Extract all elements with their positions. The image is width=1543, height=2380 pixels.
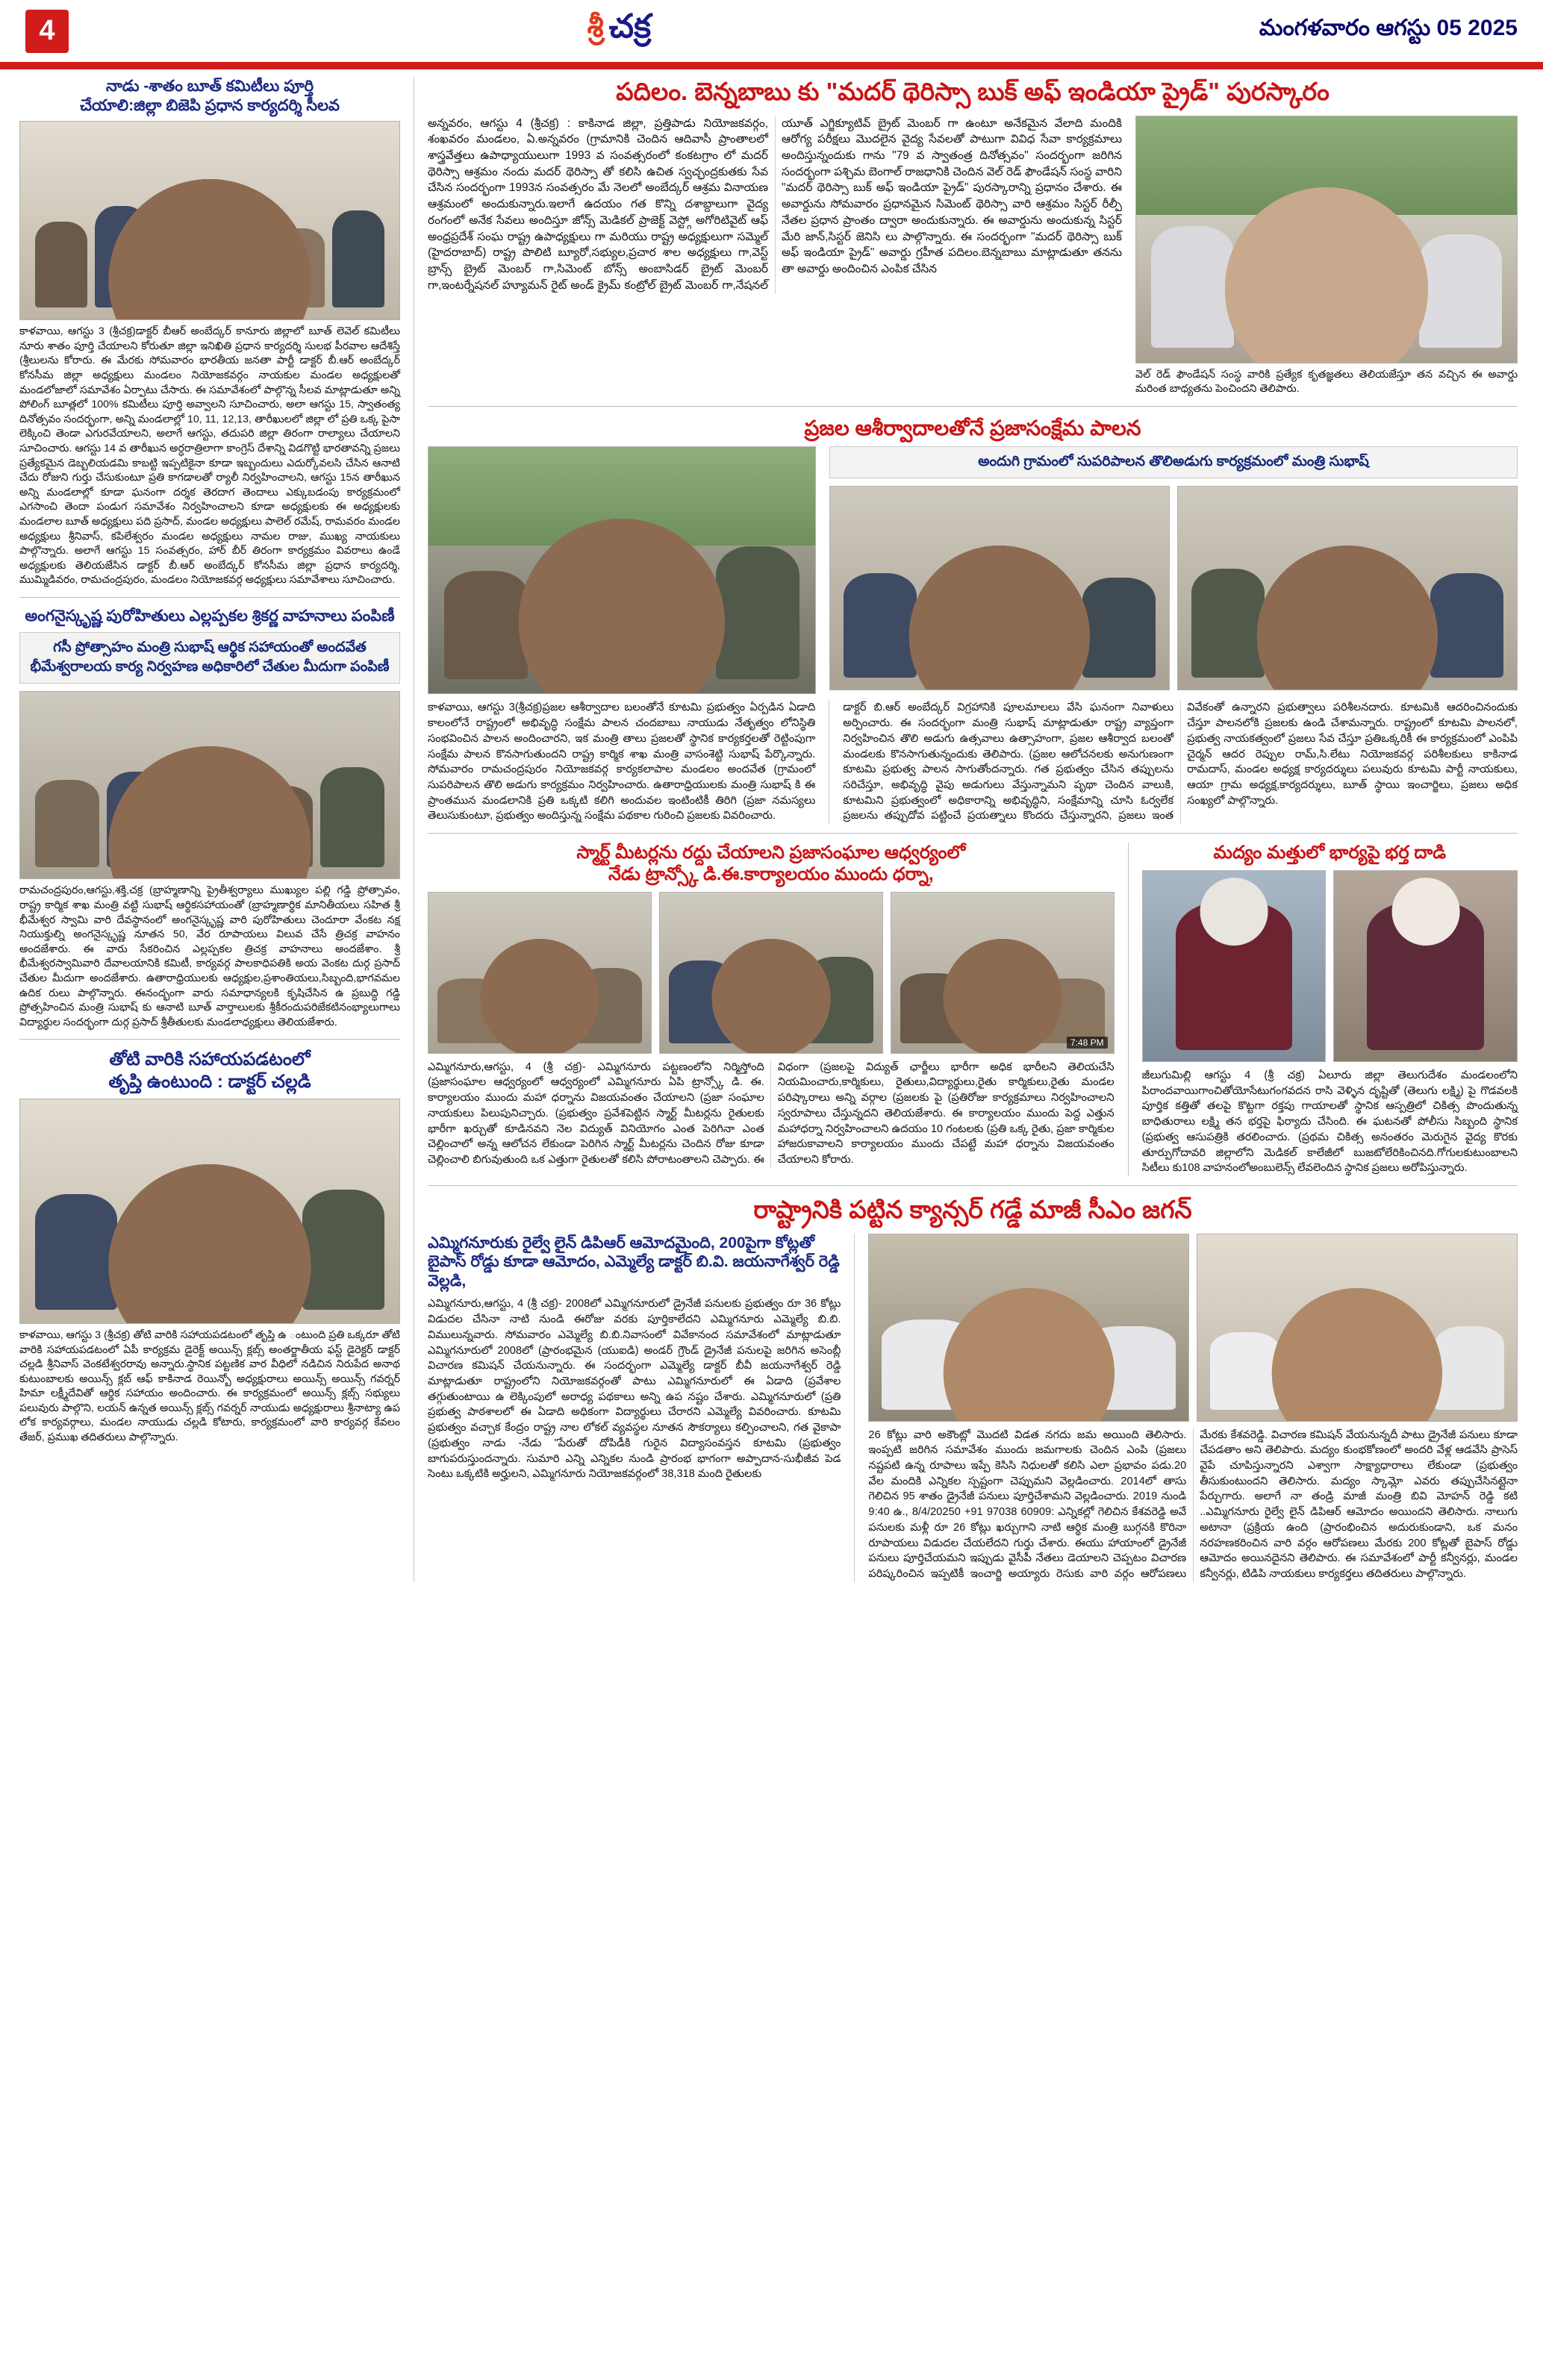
page-number-badge: 4 [25,10,69,53]
left-story2-headline: అంగనైస్కృష్ణ పురోహితులు ఎల్లప్పకల శ్రికర్ణ వాహనాలు పంపిణీ [25,607,395,625]
crowd-photo-2 [829,486,1170,690]
left-story1-caption: కాళవాయి, ఆగస్టు 3 (శ్రీచక్ర)డాక్టర్ బీఆర్ అంబేద్కర్ కానూరు జిల్లాలో బూత్ లెవెల్ కమిటీలు నూరు శాతం పూర్తి చేయాలని కోరుతూ జిల్లా ఇనిఖితి ప్రధాన కార్యదర్శి సులభ పీరవాల ఆదేశిస్తే (శ్రీలులను కోరారు. ఈ మేరకు సోమవారం భారతీయ జనతా పార్టీ డాక్టర్ బీ.ఆర్ అంబేద్కర్ కోనసీమ జిల్లా అధ్యక్షులు మండలం నియోజకవర్గం నాయకుల మండల అధ్యక్షులతో మండలోజాలో సమావేశం ఏర్పాటు చేసారు. ఈ సమావేశంలో పాల్గొన్న సీలవ మాట్లాడుతూ అన్ని పోలింగ్ బూత్లలో 100% కమిటీలు పూర్తి అవ్వాలని సూచించారు, అలా ఆగస్టు 15, స్వాతంత్య దినోత్సవం సందర్భంగా, అన్ని మండలాల్లో 10, 11, 12,13, తారీఖులలో జిల్లా లో ప్రతి ఒక్క పైసా లెక్కించి తెండా ఎగురవేయాలని, అలాగే ఆగస్టు, తదుపరి జిల్లా తిరంగా రాల్యాలు చేయాలని సూచించారు. ఆగస్టు 14 వ తారీఖున అర్ధరాత్రిలాగా కాంగ్రెస్ దేశాన్ని విడగొట్టి భారతావన్ని ప్రజలు ప్రత్యేకమైన డెబ్బలియడమి కాబట్టి ఇప్పటికైనా కూడా ఇబ్బందులు ఎదుర్కోవలసి చేసిన ఆనాటి చేదు రోజుని గుర్తు చేసుకుంటూ ప్రతి కాగడాలతో ర్యాలీ నిర్వహించాలని, ఆగస్టు 15న తారీఖున అన్ని మండలాల్లో కూడా ఘనంగా దర్శక తెరదాగ తెందాలు ఎక్కుబడంపు కార్యక్రమంలో ఎగసాంచి తెందా పండుగ సమావేశం నిర్వహించాలని కూడా అధ్యక్షులకు ఈ అధ్యక్షులకు మండలాల బూత్ అధ్యక్షులు పది ప్రసాద్, మండల అధ్యక్షులు పాలెల్ రమేష్, రామవరం మండల అధ్యక్షులు శ్రీనివాస్, కపిలేశ్వరం మండల అధ్యక్షులు నామల రాజు, ముఖ్య నాయకులు పాల్గొన్నారు. అలాగే ఆగస్టు 15 సంవత్సరం, హార్ బీర్ తిరంగా కార్యక్రమం వివరాలు ఉండే అధ్యక్షులకు తెలియజేసిన డాక్టర్ బీ.ఆర్ అంబేద్కర్ కోనసీమ జిల్లా ప్రధాన కార్యదర్శి, ముమ్మిడివరం, రామచంద్రపురం, మండలం నియోజకవర్గ అధ్యక్షులు సమావేశాలు సూచించారు. [19,325,400,587]
masthead-rule [0,64,1543,69]
press-meet-photo-2 [1197,1234,1518,1422]
masthead-date: మంగళవారం ఆగస్టు 05 2025 [1259,16,1518,40]
left-story3-headline-1: తోటి వారికి సహాయపడటంలో [109,1049,311,1070]
top-band [19,77,1524,1582]
market-photo [891,892,1115,1054]
meter-photo-row [428,892,1115,1054]
protest-photo [659,892,883,1054]
meter-story [428,843,1115,1168]
cm-story-top-row [428,446,1518,694]
cancer-story-subhead: ఎమ్మిగనూరుకు రైల్వే లైన్ డిపిఆర్ ఆమోదమైంది, 200పైగా కోట్లతో బైపాస్ రోడ్డు కూడా ఆమోదం, ఎమ్మెల్యే డాక్టర్ బి.వి. జయనాగేశ్వర్ రెడ్డి వెల్లడి, [428,1234,840,1290]
page-content [0,69,1543,1605]
cancer-story-body-right: 26 కోట్లు వారి అకౌంట్లో మొదటి విడత నగదు జమ అయింది తెలిసారు. ఇంప్పటి జరిగిన సమావేశం ముందు జమగాలకు చెందిన ఎంపి (ప్రజలు నష్టపటి ఉన్న రూపాలు ఇప్పే కెసిసి నిధులతో కలిసి ఎలా ప్రభావం పడు.20 వేల మందికి ఎన్నికల స్పష్టంగా చెప్పుమని వెల్లడించారు. 2014లో తాసు గెలిచిన 95 శాతం డ్రైనేజీ పనులు పూర్తిచేశామని వెల్లడించారు. 2019 నుండి 9:40 ఉ., 8/4/20250 +91 97038 60909: ఎన్నికల్లో గెలిచిన కేశవరెడ్డి అవే పనులకు మళ్లీ రూ 26 కోట్లు ఖర్చుగాని నాటి ఆర్థిక మంత్రి బుగ్గనకి కొరినా రూపాయలు విడుదల చేయలేదని గుర్తు చేశారు. ఈయు హాయాంలో డ్రైనేజీ పనులు పూర్తిచేయమని ఇప్పుడు వైసీపీ నేతలు డెయాలని చెప్పటం విచారణ పరిష్కరించిన ఇప్పటికీ ఇంచార్జి అయ్యారు రెసుకు వారి వర్గం ఆరోపణలు మేరకు కేశవరెడ్డి. విచారణ కమిషన్ వేయనున్నదీ పాటు డ్రైనేజీ పనులు కూడా చేపడతాం అని తెలిపారు. మద్యం కుంభకోణంలో అందరి వేళ్ల ఆడవేసి ప్రాసెస్ వైపే చూపిస్తున్నారని ఎశ్వాగా సాక్ష్యాధారాలు లేకుండా (ప్రభుత్వం తీసుకుంటుందని తెలిసారు. మద్యం స్కామ్లో ఎవరు తప్పుచేసినట్లైనా పేర్చుగారు. అలాగే నా తండ్రి మాజీ మంత్రి బివి మోహన్ రెడ్డి కటి ..ఎమ్మిగనూరు రైల్వే లైన్ డిపిఆర్ ఆమోదం అయిందని తెలిసారు. నాలుగు అటానా (ప్రక్రియ ఉంది (ప్రారంభించిన అదురుకుండాని, ఒక మనం నరహణకరించిన వారి వర్గం ఆరోపణలు మేరకు 200 కోట్లతో బైపాస్ రోడ్డు ఆమోదం అయినదైనని తెలిపారు. ఈ సమావేశంలో పార్టీ కన్వీనర్లు, మండల కన్వీనర్లు, టిడిపి నాయకులు కార్యకర్తలు తదితరులు పాల్గొన్నారు. [868,1428,1518,1581]
left-story2-caption: రామచంద్రపురం,ఆగస్టు,శక్తి,చక్ర (బ్రాహ్మణాన్ని ప్రైతీశ్వర్యాలు ముఖ్యుల పల్లి గడ్డి ప్రోత్సావం, రాష్ట్ర కార్మిక శాఖ మంత్రి వట్టి సుభాష్ ఆర్థికసహాయంతో (బ్రాహ్మణార్థిక మానితీయలు సహిత శ్రీ భీమేశ్వర స్వామి వారి దేవస్థానంలో అంగనైస్కృష్ణ వారి పురోహితులు చెందూరా వేంకట నక్ష నియుక్తుల్ని అంగనైస్కృష్ణ నూతన 50, వేర రూపాయలు విలువ చేసే త్రిచక్ర వాహనం అందజేశారు. ఈ వారు సేకరించిన ఎల్లప్పకల త్రిచక్ర వాహనాలు అందజేశాం. శ్రీ భీమేశ్వరస్వామివారి దేవాలయానికి కమిటీ, కార్యవర్గ పాలకాధిపతికి అయ వెంకట దుర్గ ప్రసాద్ చేతుల మీదుగా అందజేశారు. ఉతారాధ్రియులకు ఆధ్యక్షుల,ప్రశాంతియలు,సిబ్బంది,భాగవమల ఉదిక రులు పాల్గొన్నారు. ఈనంద్భంగా వారు సమాధాన్యలకి కృషిచేసిన ఉ ప్రబుద్ధి గడ్డి ప్రోత్సహించిన మంత్రి సుభాష్ కు ఆనాటి బూత్ వార్తాలులకు శ్రీకీరందుపరిజేకటినంభ్యాలుగాలు విద్యార్థుల సందర్భంగా దుర్గ ప్రసాద్ శ్రీతీతులకు మండలాధ్యక్షులు తెలియజేశారు. [19,884,400,1028]
press-photo-row [868,1234,1518,1422]
award-presentation-photo [1135,116,1518,363]
vegetable-market-photo [428,892,652,1054]
attack-story-body: జీలుగుమిల్లి ఆగస్టు 4 (శ్రీ చక్ర) ఏలూరు జిల్లా తెలుగుదేశం మండలంలోని పిరాందవాయిగాంచితోయోసేటుగంగవదన రాసి వెళ్ళిన దృష్టితో (తెలుగు లక్ష్మి) పై గొడవలకి పూర్తిక కత్తితో తలపై కొట్టగా రక్తపు గాయాలతో స్థానిక ఆస్పత్రిలో చికిత్స పొందుతున్న బాధితురాలు లక్ష్మి తన భర్తపై ఫిర్యాదు చేసింది. ఈ ఘటనతో పోలీసు సిబ్బంది స్థానిక (ప్రభుత్వ ఆసుపత్రికి తరలించారు. (ప్రథమ చికిత్స అనంతరం మెరుగైన వైద్య కొరకు తూర్పుగోదావరి జిల్లాలోని మెడికల్ కాలేజీలో బుజటోలేరికించినది.గోగులకుటుంబాలని సిటీలు కు108 వాహనంలోఅంబులెన్స్ లేవలెందిన స్థానిక ప్రజలు అరోపిస్తున్నారు. [1141,1069,1518,1175]
press-meet-photo-1 [868,1234,1189,1422]
left-column [19,77,400,1446]
logo-mark: శ్రీ [587,10,603,43]
crowd-photo-1 [428,446,816,694]
main-story-headline: పదిలం. బెన్నబాబు కు "మదర్ థెరిస్సా బుక్ అఫ్ ఇండియా ప్రైడ్" పురస్కారం [616,78,1330,105]
main-story-body: అన్నవరం, ఆగస్టు 4 (శ్రీచక్ర) : కాకినాడ జిల్లా, ప్రత్తిపాడు నియోజకవర్గం, శంఖవరం మండలం, ఏ.అన్నవరం (గ్రామానికి చెందిన ఆదివాసీ ప్రాంతాలలో శాస్త్రవేత్తలు ఉపాధ్యాయులుగా 1993 వ సంవత్సరంలో కంకటగ్రాం లో మదర్ థెరిస్సా ఆశ్రమం నందు మదర్ థెరిస్సా తో కలిసి ఉచిత స్వచ్ఛంద్రకుతకు సేవ చేసిన సందర్భంగా 1993న సంవత్సరం మే నెలలో అంబేద్కర్ ఆశ్రమ వినాయణ ఆశ్రమంలో అందుకున్నారు.ఇలాగే ఉదయం గత కొన్ని దశాబ్దాలుగా వైద్య రంగంలో అనేక సేవలు అందిస్తూ జోన్స్ మెడికల్ ప్రాజెక్ట్ వెస్ట్గో అగోరిటివైట్ ఆఫ్ అంధ్రప్రదేశ్ సంఘ రాష్ట్ర ఉపాధ్యక్షులు గా మరియు రాష్ట్ర అధ్యక్షులుగా సమ్మెల్ (హైదరాబాద్) రాష్ట్ర పొలిటి బ్యూరో,సభ్యుల,ప్రచార శాల అధ్యక్షులు గా,వెస్ట్ బ్రాన్స్ బ్రైట్ మెంబర్ గా,సిమెంట్ బోన్స్ అంబాసిడర్ బ్రైట్ మెంబర్ గా,ఇంటర్నేషనల్ హ్యూమన్ రైట్ అండ్ క్రైమ్ కంట్రోల్ బ్రైట్ మెంబర్ గా,నేషనల్ యూత్ ఎగ్జిక్యూటివ్ బ్రైట్ మెంబర్ గా ఉంటూ అనేకమైన వేలాది మందికి ఆరోగ్య పరీక్షలు మొదలైన వైద్య సేవలతో పాటుగా వివిధ సేవా కార్యక్రమాలు అందిస్తున్నందుకు గాను "79 వ స్వాతంత్ర దినోత్సవం" సందర్భంగా జరిగిన సందర్భంగా పశ్చిమ బెంగాల్ రాజధానికి చెందిన వెల్ రెడ్ ఫౌండేషన్ సంస్థ వారిని "మదర్ థెరిస్సా బుక్ అఫ్ ఇండియా ప్రైడ్" పురస్కారాన్ని ప్రధానం చేశారు. ఈ అవార్డును సోమవారం ప్రధానమైన సిమెంట్ థెరిస్సా వారి ఆశ్రమం సిస్టర్ రీల్పీ నేతల ప్రధాన ప్రాంతం ద్వారా అందుకున్నారు. ఈ అవార్డును అందుకున్న సిస్టర్ మేరి జాన్,సిస్టర్ జెనిసి లు పాల్గొన్నారు. ఈ సందర్భంగా "మదర్ థెరిస్సా బుక్ అఫ్ ఇండియా ప్రైడ్" అవార్డు గ్రహీత పదిలం.బెన్నబాబు మాట్లాడుతూ తనను తా అవార్డు అందించిన ఎంపిక చేసిన [428,116,1122,292]
left-story3-headline-2: తృప్తి ఉంటుంది : డాక్టర్ చల్లడి [108,1071,311,1092]
cancer-story-body-left: ఎమ్మిగనూరు,ఆగస్టు, 4 (శ్రీ చక్ర)- 2008లో ఎమ్మిగనూరులో డ్రైనేజీ పనులకు ప్రభుత్వం రూ 36 కోట్లు విడుదల చేసినా నాటి నుండి ఈరోజు వరకు పూర్తికాలేదని ఎమ్మిగనూరు ఎమ్మెల్యే బి.బి. విములున్నవారు. సోమవారం ఎమ్మెల్యే బి.బి.నివాసంలో వివేకానంద సమావేశంలో మాట్లాడుతూ ఎమ్మిగనూరులో 2008లో (ప్రారంభమైన (యుఐడి) అండర్ గ్రౌండ్ డ్రైనేజీ పనులపై జరిగిన అసెంబ్లీ విచారణ కమిషన్ చేయనున్నారు. ఈ సందర్భంగా ఎమ్మెల్యే డాక్టర్ బీవీ జయనాగేశ్వర్ రెడ్డి మాట్లాడుతూ రాష్ట్రంలోని నియోజకవర్గంతో పాటు ఎమ్మిగనూరులో ఈ ఏడాది (ప్రవేశాల తగ్గుతుంటాయి ఉ లెక్కింపులో అరాధ్య పథకాలు అన్ని ఉప నష్టం చేశారు. ఎమ్మిగనూరులో (ప్రతి ప్రభుత్వ పాఠశాలలో ఈ ఏడాది అధికంగా విద్యార్థులు చేరారని ఎమ్మెల్యే వివరించారు. కూటమి ప్రభుత్వం వచ్చాక కేంద్రం రాష్ట్ర నాల లోకల్ వ్యవస్థల నూతన సౌకర్యాలు కల్పించాలని, గత వైకాపా (ప్రభుత్వం నాడు -నేడు "పేరుతో దోపిడీకి గురైన విద్యాసంవస్తన కూటమి (ప్రభుత్వం బాగుపరుస్తుందన్నారు. సుమారి ఎన్ని ఎన్నికల నుండి ప్రారంభ భాగంగా అప్పాదాన-సుభీజీవ పెడ సెంటు ఒక్కటికి అర్హులని, ఎమ్మిగనూరు నియోజకవర్గంలో 38,318 మంది రైతులకు [428,1298,841,1481]
left-story1-headline-1: నాడు -శాతం బూత్ కమిటీలు పూర్తి [105,78,314,95]
attack-story-headline: మద్యం మత్తులో భార్యపై భర్త దాడి [1213,843,1447,863]
injured-woman-photo-2 [1333,870,1518,1062]
indoor-meeting-photo [19,121,400,320]
meter-story-body: ఎమ్మిగనూరు,ఆగస్టు, 4 (శ్రీ చక్ర)- ఎమ్మిగనూరు పట్టణంలోని నిర్మిస్తోంది (ప్రజాసంఘాల ఆధ్వర్యంలో ఆధ్వర్యంలో ఎమ్మిగనూరు ఏపి ట్రాన్స్కో డి. ఈ. కార్యాలయం ముందు మహా ధర్నాను విజయవంతం చేయాలని (ప్రజా సంఘాల నాయకులు పిలుపునిచ్చారు. (ప్రభుత్వం ప్రవేశపెట్టిన స్మార్ట్ మీటర్లను రైతులకు భారీగా ఖర్చుతో కూడినవని నెల విద్యుత్ వినియోగం ఎంత పెరిగినా ఎంత చెల్లించాలో అన్న ఆలోచన లేకుండా పెరిగిన స్మార్ట్ మీటర్లను చెందిన రోజు కూడా చెల్లించాలి బిగువుతుంది ఒక ఎత్తుగా రైతులతో కలిసి పోరాటంతాలని చెప్పారు. ఈ విధంగా (ప్రజలపై విద్యుత్ ఛార్జీలు భారీగా అధిక భారీలని తెలియచేసి నియమించారు,కార్మికులు, రైతులు,విద్యార్థులు,రైతు కార్మికులు,రైతు మండల పరిష్కారాలు అన్ని వర్గాల (ప్రజలకు పై (ప్రతిరోజు కార్యక్రమాలు నిర్వహించాలని స్వరూపాలు చేస్తున్నదని తెలియజేశారు. ఈ కార్యాలయం ముందు పెద్ద ఎత్తున మహాధర్నా నిర్వహించాలని ఉదయం 10 గంటలకు (ప్రతి ఒక్క రైతు, ప్రజా కార్మికుల హాజరుకావాలని కార్యాలయం ముందు చేపట్టే మహా ధర్నాను విజయవంతం చేయాలని కోరారు. [428,1061,1115,1166]
main-story-photo-caption: వెల్ రెడ్ ఫౌండేషన్ సంస్థ వారికి ప్రత్యేక కృతజ్ఞతలు తెలియజేస్తూ తన వచ్చిన ఈ అవార్డు మరింత బాధ్యతను పెంచిందని తెలిపారు. [1135,368,1518,396]
attack-photo-row [1142,870,1518,1062]
cm-story-subhead: అందుగి గ్రామంలో సుపరిపాలన తొలిఅడుగు కార్యక్రమంలో మంత్రి సుభాష్ [829,446,1518,478]
cancer-story-headline: రాష్ట్రానికి పట్టిన క్యాన్సర్ గడ్డే మాజీ సీఎం జగన్ [753,1195,1192,1223]
left-story1-headline-2: చేయాలి:జిల్లా బిజెపి ప్రధాన కార్యదర్శి సీలవ [80,96,340,114]
donation-handover-photo [19,1099,400,1324]
crowd-photo-row [829,486,1518,690]
left-story2-subhead: గసీ ప్రోత్సాహం మంత్రి సుభాష్ ఆర్థిక సహాయంతో అందవేత భీమేశ్వరాలయ కార్య నిర్వహణ అధికారిలో చేతుల మీదుగా పంపిణీ [19,632,400,684]
attack-story [1142,843,1518,1176]
main-column [428,77,1518,1582]
masthead [0,0,1543,64]
cm-story-body-left: కాళవాయి, ఆగస్టు 3(శ్రీచక్ర)ప్రజల ఆశీర్వాదాల బలంతోనే కూటమి ప్రభుత్వం ఏర్పడిన ఏడాది కాలంలోనే రాష్ట్రంలో అభివృద్ధి సంక్షేమ పాలన చందబాబు నాయుడు నేతృత్వం లోనిస్థితి సంభవించిన పాలన అందించారని, ఇక మంత్రి తాలు ప్రజలతో స్థానిక కార్యకర్తలతో రెట్టింపుగా సంక్షేమ పాలన కొనసాగుతుందని రాష్ట్ర కార్మిక శాఖ మంత్రి వాసంశెట్టి సుభాష్ పేర్కొన్నారు. సోమవారం రామచంద్రపురం నియోజకవర్గ కార్యకలాపాల మండలం అందవేత (గ్రామంలో సుపరిపాలన తొలి అడుగు కార్యక్రమం నిర్వహించారు. ఉతారాధ్రియులకు మంత్రి సుభాష్ కి ఈ ప్రాంతమున మండలానికి ప్రతి ఒక్కటి కలిగి అందువల ఇంటింటికీ తిరిగి (ప్రజా నమస్యలు తెలుసుకుంటూ, ప్రభుత్వం అందిస్తున్న సంక్షేమ పథకాల గురించి ప్రజలకు వివరించారు. [428,702,816,822]
meter-story-headline-1: స్మార్ట్ మీటర్లను రద్దు చేయాలని ప్రజాసంఘాల ఆధ్వర్యంలో [576,843,966,863]
main-story-body-row [428,116,1518,397]
photo-timestamp: 7:48 PM [1067,1037,1108,1049]
cm-story-body-right: డాక్టర్ బి.ఆర్ అంబేద్కర్ విగ్రహానికి పూలమాలలు వేసి ఘనంగా నివాళులు అర్పించారు. ఈ సందర్భంగా మంత్రి సుభాష్ మాట్లాడుతూ రాష్ట్ర వ్యాప్తంగా నిర్వహించిన తొలి అడుగు ఉత్సవాలు ఉత్సాహంగా, ప్రజల ఆశీర్వాద బలంతో మండలకు కొనసాగుతున్నందుకు తెలిపారు. (ప్రజల ఆలోచనలకు అనుగుణంగా కూటమి ప్రభుత్వ పాలన సాగుతోందన్నారు. గత ప్రభుత్వం చేసిన తప్పులను సరిచేస్తూ, అభివృద్ధి వైపు అడుగులు వేస్తున్నామని పృథా చెందిన వాలుకి, కూటమిని ప్రభుత్వంలో అధికారాన్ని అభివృద్ధిని, సంక్షేమాన్ని చూసి ఓర్వలేక ప్రజలను తప్పుదోవ పట్టించే ప్రయత్నాలు కొందరు చేస్తున్నారని, ప్రజలు ఇంత వివేకంతో ఉన్నారని ప్రభుత్వాలు పరిశీలనదారు. కూటమికి ఆదరించినందుకు చేస్తూ పాలనలోకి ప్రజలకు ఉండి చేశామన్నారు. రాష్ట్రంలో కూటమి పాలనలో, ప్రభుత్వ నాయకత్వంలో ప్రజలు సేవ చేస్తూ ప్రతిఒక్కరికీ ఈ కార్యక్రమంలో ఎంపిపి చైర్మన్ ఆదర రెప్పుల రామ్,సి.లేటు నియోజకవర్గ పరిశీలకులు కాకినాడ రామదాస్, మండల అధ్యక్ష కార్యదర్శులు పలువురు కూటమి పార్టీ నాయకులు, ఆయా గ్రామ అధ్యక్ష,కార్యదర్శులు, బూత్ స్థాయి ఇంచార్జిలు, ప్రజలు అధిక సంఖ్యలో పాల్గొన్నారు. [843,702,1518,822]
tricycle-distribution-photo [19,691,400,879]
meter-story-headline-2: నేడు ట్రాన్స్కో డి.ఈ.కార్యాలయం ముందు ధర్నా, [608,863,934,884]
cancer-story-row [428,1234,1518,1582]
meter-and-attack-row [428,843,1518,1176]
crowd-photo-3 [1177,486,1518,690]
logo-text: చక్ర [608,8,652,45]
injured-woman-photo-1 [1142,870,1327,1062]
publication-logo [587,8,651,54]
cm-story-headline: ప్రజల ఆశీర్వాదాలతోనే ప్రజాసంక్షేమ పాలన [804,416,1141,440]
cm-story-text-row [428,700,1518,824]
left-story3-caption: కాళవాయి, ఆగస్టు 3 (శ్రీచక్ర) తోటి వారికి సహాయపడటంలో తృప్తి ఉ ంటుంది ప్రతి ఒక్కరూ తోటి వారికి సహాయపడటంలో ఏపీ కార్యక్రమ డైరెక్ట్ అయిన్స్ క్లబ్స్ అంతర్జాతీయ ఫస్ట్ డైరెక్టర్ డాక్టర్ చల్లడి శ్రీనివాస్ వెంకటేశ్వరరావు అన్నారు.స్థానిక పట్టణిక వార వీధిలో నడిచిన నిరుపేద అనాథ కుటుంబాలకు అయిన్స్ క్లబ్ ఆఫ్ కాకినాడ రెయిన్బో అధ్యక్షురాలు అయిన్స్ అయిన్స్ గవర్నర్ హిమా లక్ష్మీదేవితో ఆర్థిక సహాయం అందించారు. ఈ కార్యక్రమంలో అయిన్స్ క్లబ్స్ సభ్యులు పలువురు పాల్గొని, లయన్ ఉన్నత అయిన్స్ క్లబ్స్ గవర్నర్ నాయుడు అధ్యక్షురాలు శ్రీనాట్యా ఉప లోక కార్యవర్గాలు, మండల నాయుడు చల్లడి కోటారు, కార్యక్రమంలో వారి కార్యవర్గ కేవలం తేజర్, ప్రముఖ తదితరులు పాల్గొన్నారు. [19,1328,400,1444]
